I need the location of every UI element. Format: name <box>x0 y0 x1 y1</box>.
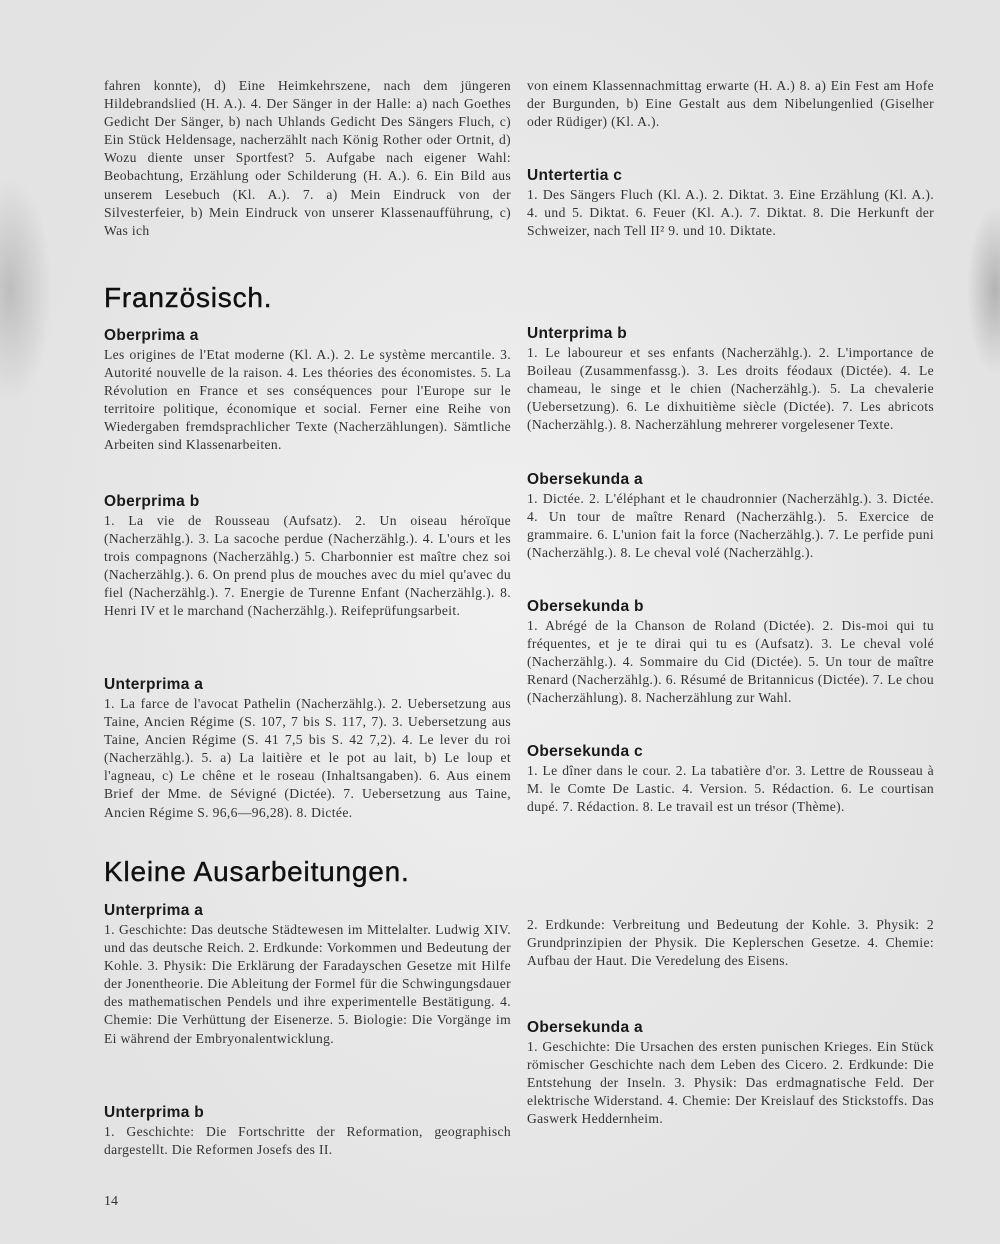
left-continuation-block <box>104 77 511 240</box>
fr-obersekunda-c-text: 1. Le dîner dans le cour. 2. La tabatière d'or. 3. Lettre de Rousseau à M. le Comte De Lastic. 4. Version. 5. Rédaction. 6. Le courtisan dupé. 7. Rédaction. 8. Le travail est un trésor (Thème). <box>527 763 934 815</box>
ka-unterprima-b-continuation-block <box>527 916 934 970</box>
ka-unterprima-b-text: 1. Geschichte: Die Fortschritte der Reformation, geographisch dargestellt. Die Reformen Josefs des II. <box>104 1124 511 1158</box>
fr-obersekunda-b-heading: Obersekunda b <box>527 598 644 615</box>
right-continuation-block <box>527 77 934 131</box>
ka-unterprima-a-heading: Unterprima a <box>104 902 204 919</box>
fr-obersekunda-a-text: 1. Dictée. 2. L'éléphant et le chaudronnier (Nacherzählg.). 3. Dictée. 4. Un tour de maître Renard (Nacherzählg.). 5. Exercice de grammaire. 6. L'union fait la force (Nacherzählg.). 7. Le perfide puni (Nacherzählg.). 8. Le cheval volé (Nacherzählg.). <box>527 491 934 561</box>
untertertia-c-block <box>527 166 934 240</box>
ka-obersekunda-a-text: 1. Geschichte: Die Ursachen des ersten punischen Krieges. Ein Stück römischer Geschichte nach dem Leben des Cicero. 2. Erdkunde: Die Entstehung der Inseln. 3. Physik: Das erdmagnatische Feld. Der elektrische Widerstand. 4. Chemie: Der Kreislauf des Stickstoffs. Das Gaswerk Heddernheim. <box>527 1039 934 1127</box>
fr-oberprima-a-text: Les origines de l'Etat moderne (Kl. A.). 2. Le système mercantile. 3. Autorité nouvelle de la raison. 4. Les théories des économistes. 5. La Révolution en France et ses conséquences pour l'Europe sur le territoire politique, économique et social. Ferner eine Reihe von Wiedergaben fremdsprachlicher Texte (Nacherzählungen). Sämtliche Arbeiten sind Klassenarbeiten. <box>104 347 511 453</box>
fr-unterprima-b-block <box>527 324 934 434</box>
fr-unterprima-b-text: 1. Le laboureur et ses enfants (Nacherzählg.). 2. L'importance de Boileau (Zusammenfassg.). 3. Les droits féodaux (Dictée). 4. Le chameau, le singe et le chien (Nacherzählg.). 5. La chevalerie (Uebersetzung). 6. Le dixhuitième siècle (Dictée). 7. Les abricots (Nacherzählg.). 8. Nacherzählung mehrerer vorgelesener Texte. <box>527 345 934 433</box>
untertertia-c-heading: Untertertia c <box>527 167 623 184</box>
fr-obersekunda-b-block <box>527 597 934 707</box>
ka-unterprima-b-continuation-text: 2. Erdkunde: Verbreitung und Bedeutung der Kohle. 3. Physik: 2 Grundprinzipien der Physik. Die Keplerschen Gesetze. 4. Chemie: Aufbau der Haut. Die Veredelung des Eisens. <box>527 917 934 969</box>
fr-obersekunda-a-heading: Obersekunda a <box>527 471 643 488</box>
fr-unterprima-a-text: 1. La farce de l'avocat Pathelin (Nacherzählg.). 2. Uebersetzung aus Taine, Ancien Régime (S. 107, 7 bis S. 117, 7). 3. Uebersetzung aus Taine, Ancien Régime (S. 41 7,5 bis S. 42 7,2). 4. Le lever du roi (Nacherzählg.). 5. a) La laitière et le pot au lait, b) Le loup et l'agneau, c) Le chêne et le roseau (Inhaltsangaben). 6. Aus einem Brief der Mme. de Sévigné (Dictée). 7. Uebersetzung aus Taine, Ancien Régime S. 96,6—96,28). 8. Dictée. <box>104 696 511 820</box>
fr-unterprima-b-heading: Unterprima b <box>527 325 628 342</box>
fr-oberprima-a-heading: Oberprima a <box>104 327 199 344</box>
fr-unterprima-a-heading: Unterprima a <box>104 676 204 693</box>
ka-unterprima-b-block <box>104 1103 511 1159</box>
ka-unterprima-b-heading: Unterprima b <box>104 1104 205 1121</box>
section-title-kleine-ausarbeitungen: Kleine Ausarbeitungen. <box>104 856 410 887</box>
right-continuation-text: von einem Klassennachmittag erwarte (H. A.) 8. a) Ein Fest am Hofe der Burgunden, b) Eine Gestalt aus dem Nibelungenlied (Giselher oder Rüdiger) (Kl. A.). <box>527 78 934 130</box>
fr-oberprima-b-block <box>104 492 511 621</box>
untertertia-c-text: 1. Des Sängers Fluch (Kl. A.). 2. Diktat. 3. Eine Erzählung (Kl. A.). 4. und 5. Diktat. 6. Feuer (Kl. A.). 7. Diktat. 8. Die Herkunft der Schweizer, nach Tell II² 9. und 10. Diktate. <box>527 187 934 239</box>
fr-oberprima-b-heading: Oberprima b <box>104 493 200 510</box>
fr-obersekunda-b-text: 1. Abrégé de la Chanson de Roland (Dictée). 2. Dis-moi qui tu fréquentes, et je te dirai qui tu es (Aufsatz). 3. Le cheval volé (Nacherzählg.). 4. Sommaire du Cid (Dictée). 5. Un tour de maître Renard (Nacherzählg.). 6. Résumé de Britannicus (Dictée). 7. Le chou (Nacherzählung). 8. Nacherzählung zur Wahl. <box>527 618 934 706</box>
fr-oberprima-b-text: 1. La vie de Rousseau (Aufsatz). 2. Un oiseau héroïque (Nacherzählg.). 3. La sacoche perdue (Nacherzählg.). 4. L'ours et les trois compagnons (Nacherzählg.) 5. Charbonnier est maître chez soi (Nacherzählg.). 6. On prend plus de mouches avec du miel qu'avec du fiel (Nacherzählg.). 7. Energie de Turenne Enfant (Nacherzählg.). 8. Henri IV et le marchand (Nacherzählg.). Reifeprüfungsarbeit. <box>104 513 511 619</box>
ka-obersekunda-a-block <box>527 1018 934 1128</box>
section-title-franzoesisch: Französisch. <box>104 282 273 313</box>
ka-unterprima-a-block <box>104 901 511 1048</box>
fr-obersekunda-c-heading: Obersekunda c <box>527 743 643 760</box>
page-number: 14 <box>104 1194 118 1209</box>
fr-unterprima-a-block <box>104 675 511 822</box>
fr-oberprima-a-block <box>104 326 511 455</box>
left-continuation-text: fahren konnte), d) Eine Heimkehrszene, nach dem jüngeren Hildebrandslied (H. A.). 4. Der Sänger in der Halle: a) nach Goethes Gedicht Der Sänger, b) nach Uhlands Gedicht Des Sängers Fluch, c) Ein Stück Heldensage, nacherzählt nach König Rother oder Ortnit, d) Wozu diente unser Sportfest? 5. Aufgabe nach eigener Wahl: Beobachtung, Erzählung oder Schilderung (H. A.). 6. Ein Bild aus unserem Lesebuch (Kl. A.). 7. a) Mein Eindruck von der Silvesterfeier, b) Mein Eindruck von unserer Klassenaufführung, c) Was ich <box>104 78 511 238</box>
ka-unterprima-a-text: 1. Geschichte: Das deutsche Städtewesen im Mittelalter. Ludwig XIV. und das deutsche Reich. 2. Erdkunde: Vorkommen und Bedeutung der Kohle. 3. Physik: Die Erklärung der Faradayschen Gesetze mit Hilfe der Jonentheorie. Die Ableitung der Formel für die Schwingungsdauer des mathematischen Pendels und ihre experimentelle Bestätigung. 4. Chemie: Die Verhüttung der Eisenerze. 5. Biologie: Die Vorgänge im Ei während der Embryonalentwicklung. <box>104 922 511 1046</box>
fr-obersekunda-c-block <box>527 742 934 816</box>
ka-obersekunda-a-heading: Obersekunda a <box>527 1019 643 1036</box>
fr-obersekunda-a-block <box>527 470 934 562</box>
